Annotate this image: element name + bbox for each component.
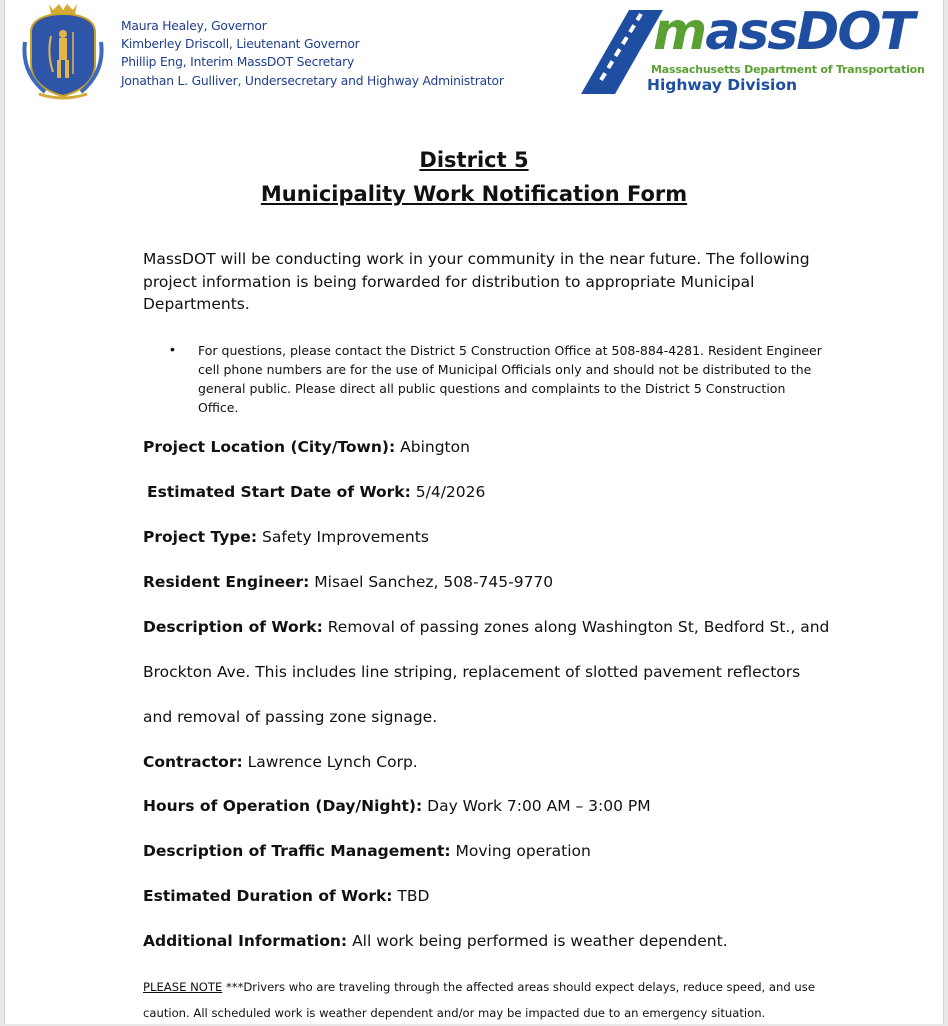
field-label: Project Location (City/Town): — [143, 438, 396, 456]
field-label: Contractor: — [143, 753, 243, 771]
description-line-3: and removal of passing zone signage. — [143, 708, 438, 726]
field-value: Removal of passing zones along Washington St, Bedford St., and — [322, 618, 830, 636]
please-note-text: ***Drivers who are traveling through the affected areas should expect delays, reduce speed, and use caution. All scheduled work is weather dependent and/or may be impacted due to an emergency situation. — [143, 980, 815, 1020]
field-value: 5/4/2026 — [410, 483, 486, 501]
field-label: Description of Traffic Management: — [143, 842, 451, 860]
field-label: Additional Information: — [143, 932, 348, 950]
description-line-2: Brockton Ave. This includes line striping, replacement of slotted pavement reflectors — [143, 663, 801, 681]
logo-division: Highway Division — [647, 76, 798, 94]
logo-wordmark — [653, 2, 913, 62]
intro-paragraph: MassDOT will be conducting work in your community in the near future. The following project information is being forwarded for distribution to appropriate Municipal Departments. — [143, 250, 810, 313]
field-value: Safety Improvements — [257, 528, 429, 546]
field-value: Moving operation — [450, 842, 591, 860]
field-value: All work being performed is weather dependent. — [347, 932, 728, 950]
field-label: Resident Engineer: — [143, 573, 310, 591]
field-project-location — [143, 438, 470, 456]
massdot-logo — [571, 2, 931, 100]
document-page — [4, 0, 944, 1024]
field-traffic-management — [143, 842, 591, 860]
field-resident-engineer — [143, 573, 553, 591]
field-value: Misael Sanchez, 508-745-9770 — [309, 573, 554, 591]
field-hours-of-operation — [143, 797, 651, 815]
field-label: Project Type: — [143, 528, 258, 546]
field-label: Estimated Duration of Work: — [143, 887, 393, 905]
field-project-type — [143, 528, 429, 546]
field-label: Estimated Start Date of Work: — [147, 483, 411, 501]
field-value: Day Work 7:00 AM – 3:00 PM — [422, 797, 651, 815]
logo-subtitle: Massachusetts Department of Transportation — [651, 63, 925, 76]
field-value: Abington — [395, 438, 470, 456]
massachusetts-seal-icon — [19, 2, 107, 100]
logo-wordmark-rest: assDOT — [705, 2, 914, 62]
logo-wordmark-m: m — [653, 2, 706, 62]
officials-list — [121, 17, 504, 90]
field-description-of-work — [143, 618, 829, 636]
field-label: Description of Work: — [143, 618, 323, 636]
official-lieutenant-governor: Kimberley Driscoll, Lieutenant Governor — [121, 37, 360, 52]
official-administrator: Jonathan L. Gulliver, Undersecretary and Highway Administrator — [121, 73, 504, 88]
field-estimated-duration — [143, 887, 429, 905]
bullet-marker: • — [170, 341, 175, 357]
please-note-label: PLEASE NOTE — [143, 980, 223, 994]
official-governor: Maura Healey, Governor — [121, 19, 267, 33]
field-start-date — [147, 483, 485, 501]
page-title-district: District 5 — [419, 148, 529, 172]
field-label: Hours of Operation (Day/Night): — [143, 797, 423, 815]
page-title-form: Municipality Work Notification Form — [260, 182, 688, 206]
please-note — [143, 974, 823, 1026]
official-secretary: Phillip Eng, Interim MassDOT Secretary — [121, 55, 355, 70]
field-value: TBD — [392, 887, 430, 905]
field-additional-information — [143, 932, 728, 950]
field-contractor — [143, 753, 418, 771]
field-value: Lawrence Lynch Corp. — [242, 753, 418, 771]
contact-note: For questions, please contact the District 5 Construction Office at 508-884-4281. Resident Engineer cell phone numbers are for the use of Municipal Officials only and should not be distributed to the general public. Please direct all public questions and complaints to the District 5 Construction Office. — [198, 343, 822, 415]
